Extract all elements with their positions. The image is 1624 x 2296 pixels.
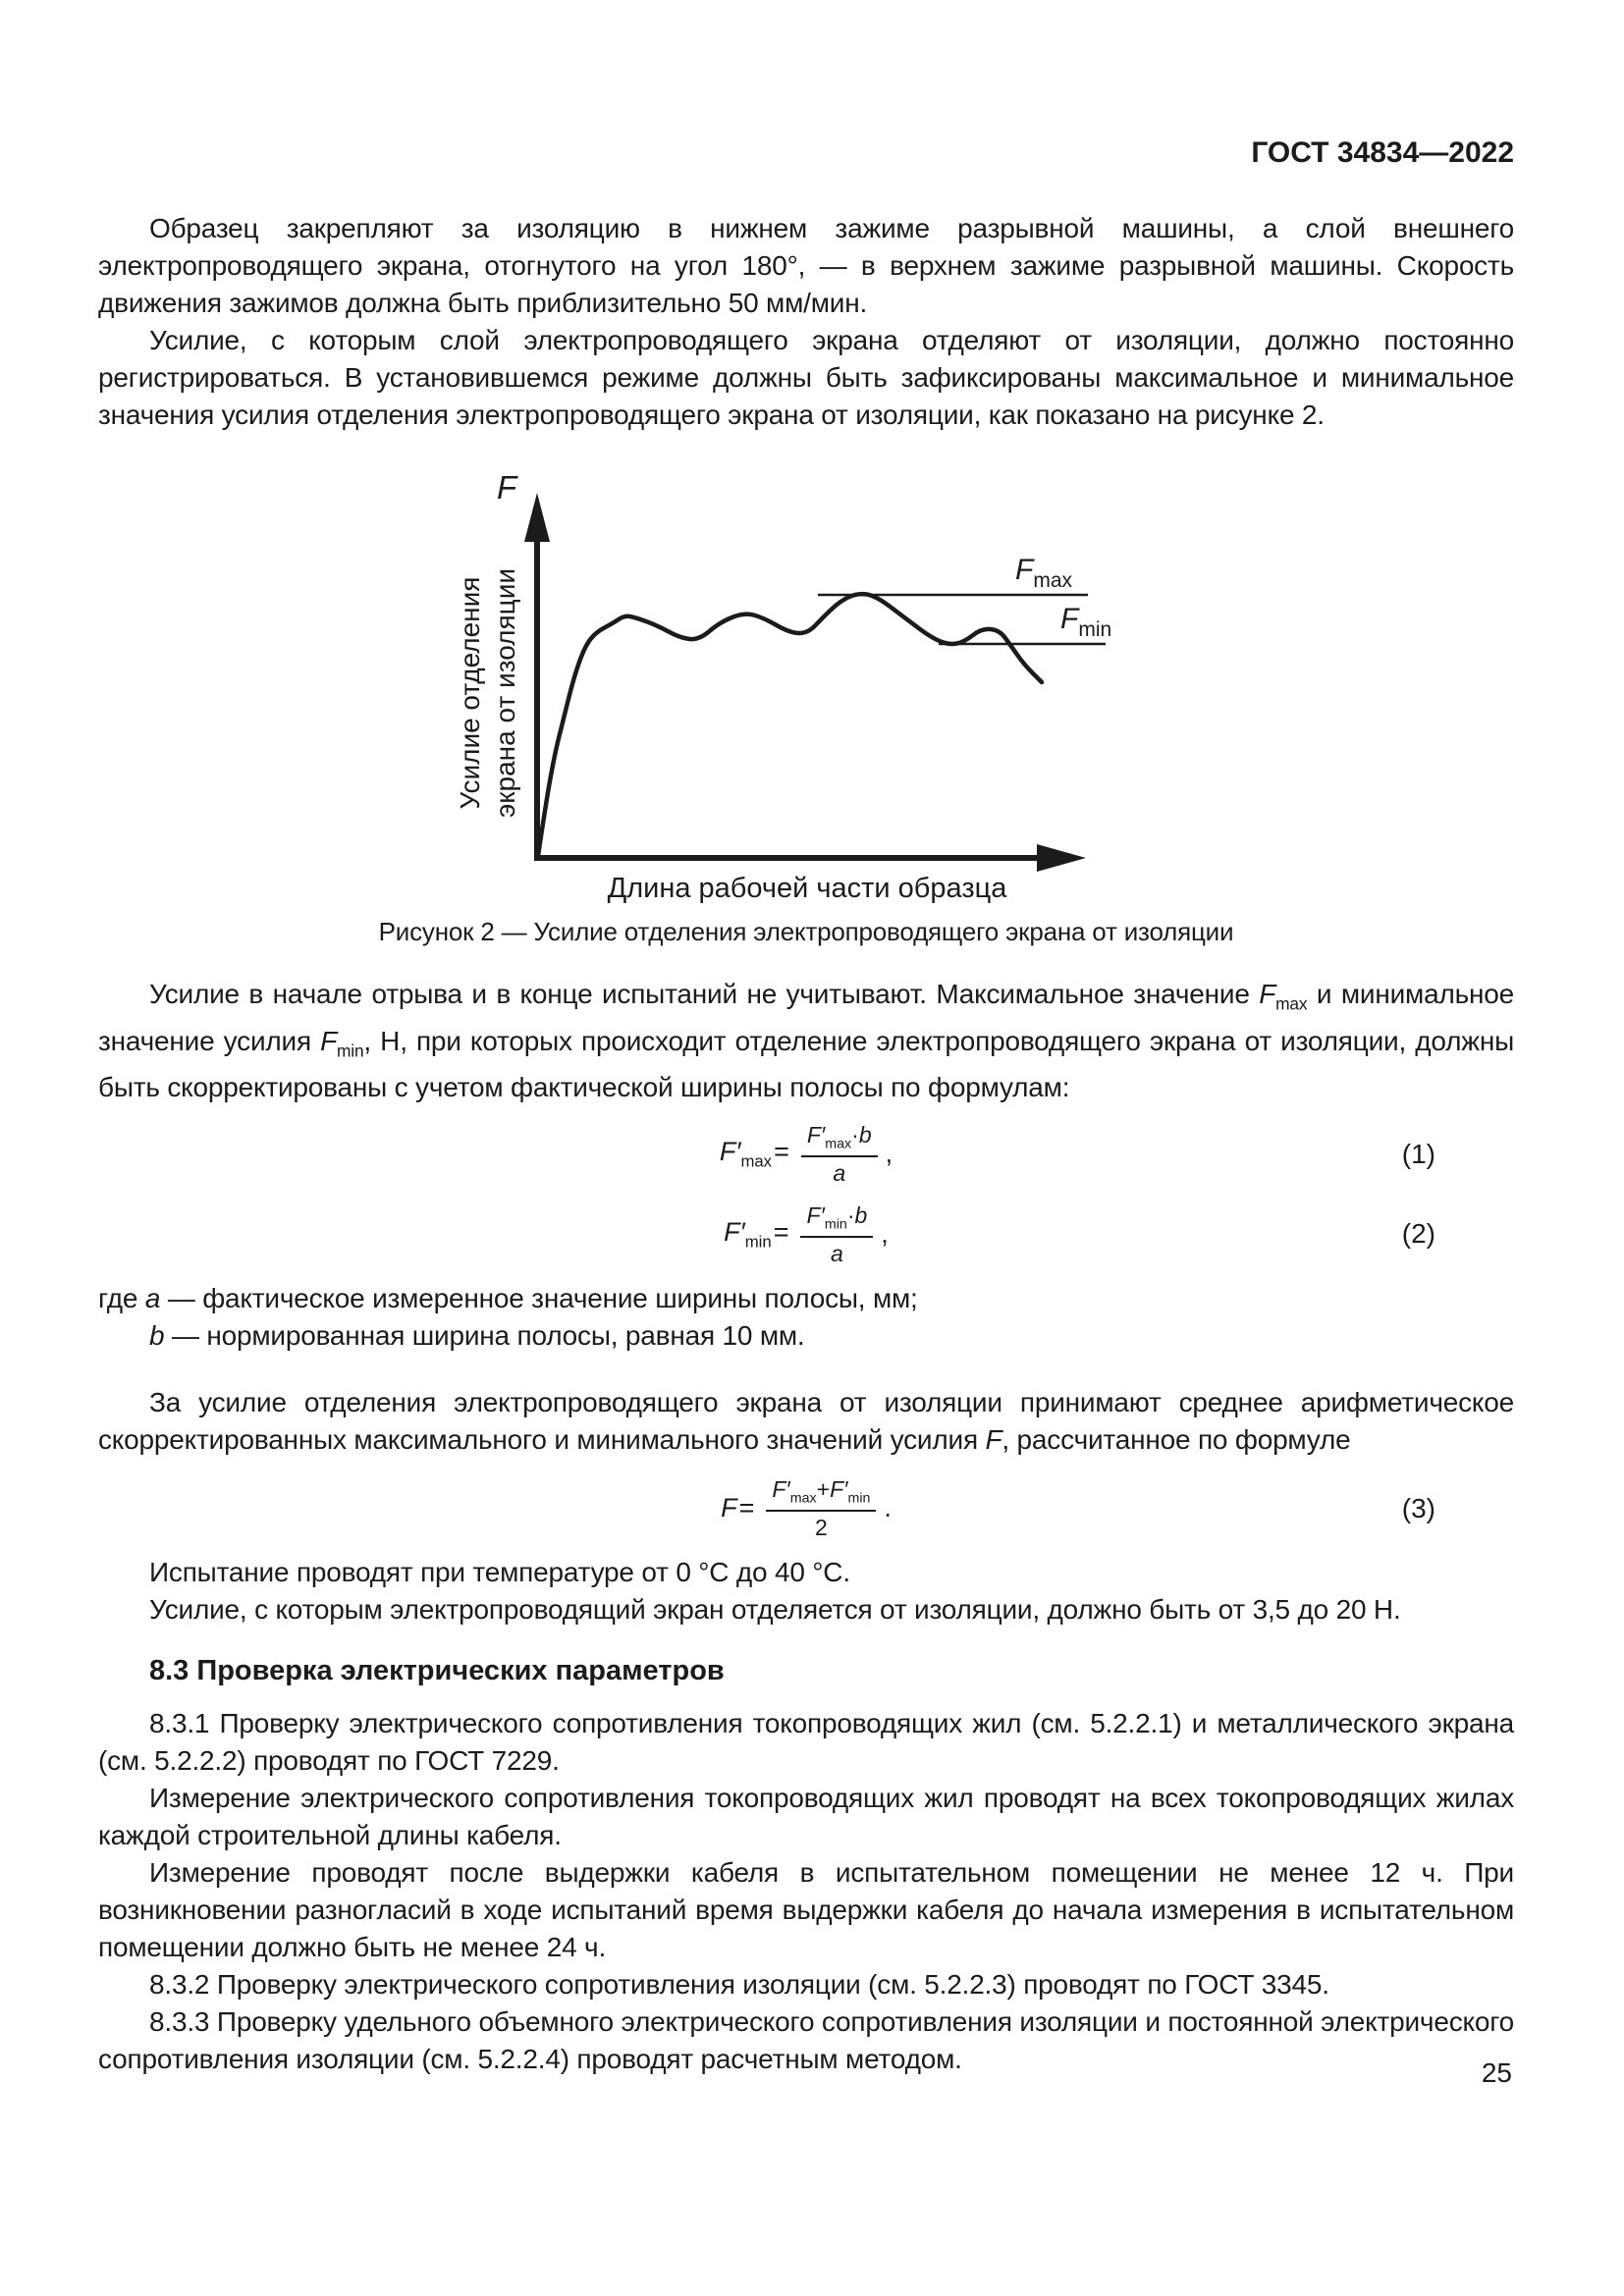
formula-1-number: (1) <box>1401 1138 1435 1169</box>
formula-1 <box>98 1122 1514 1186</box>
page-content <box>98 0 1514 2078</box>
paragraph-conditioning-time: Измерение проводят после выдержки кабеля в испытательном помещении не менее 12 ч. При возникновении разногласий в ходе испытаний время выдержки кабеля до начала измерения в испытательном помещении должно быть не менее 24 ч. <box>98 1857 1514 1963</box>
formula-3 <box>98 1476 1514 1540</box>
y-axis-label-line1: Усилие отделения <box>455 576 485 810</box>
formula-3-number: (3) <box>1401 1492 1435 1523</box>
y-axis-arrow-icon <box>524 493 550 542</box>
inline-fmax-subscript: max <box>1275 993 1308 1014</box>
formula-3-tail: . <box>884 1493 892 1523</box>
where-a-definition: где a — фактическое измеренное значение ширины полосы, мм; <box>98 1283 918 1314</box>
figure-curve <box>538 594 1042 856</box>
y-axis-label-line2: экрана от изоляции <box>490 568 520 818</box>
paragraph-conductor-resistance: Измерение электрического сопротивления токопроводящих жил проводят на всех токопроводящих жилах каждой строительной длины кабеля. <box>98 1783 1514 1851</box>
fmin-label: $F_{min}$ <box>1060 603 1112 641</box>
x-axis-label: Длина рабочей части образца <box>607 873 1007 904</box>
fmax-label: $F_{max}$ <box>1015 554 1073 592</box>
figure-2 <box>98 448 1514 909</box>
formula-2-number: (2) <box>1401 1218 1435 1250</box>
paragraph-text: , Н, при которых происходит отделение электропроводящего экрана от изоляции, должны быть скорректированы с учетом фактической ширины полосы по формулам: <box>98 1025 1515 1103</box>
formula-1-lhs: $F'_{max}=$ <box>719 1137 789 1171</box>
paragraph-text: Усилие в начале отрыва и в конце испытаний не учитывают. Максимальное значение <box>149 979 1260 1009</box>
paragraph-8-3-3: 8.3.3 Проверку удельного объемного электрического сопротивления изоляции и постоянной электрического сопротивления изоляции (см. 5.2.2.4) проводят расчетным методом. <box>98 2006 1514 2075</box>
paragraph-8-3-1: 8.3.1 Проверку электрического сопротивления токопроводящих жил (см. 5.2.2.1) и металлического экрана (см. 5.2.2.2) проводят по ГОСТ 7229. <box>98 1708 1514 1777</box>
paragraph-force-range: Усилие, с которым электропроводящий экран отделяется от изоляции, должно быть от 3,5 до 20 Н. <box>149 1594 1401 1626</box>
paragraph-average-force <box>98 1384 1514 1459</box>
where-b-definition: b — нормированная ширина полосы, равная 10 мм. <box>149 1320 805 1352</box>
paragraph-8-3-2: 8.3.2 Проверку электрического сопротивления изоляции (см. 5.2.2.3) проводят по ГОСТ 3345. <box>149 1969 1329 2001</box>
section-heading-8-3: 8.3 Проверка электрических параметров <box>149 1655 725 1687</box>
x-axis-arrow-icon <box>1037 844 1086 872</box>
inline-fmin-symbol: F <box>320 1025 338 1056</box>
formula-2-tail: , <box>881 1218 889 1249</box>
paragraph-text: За усилие отделения электропроводящего экрана от изоляции принимают среднее арифметическое скорректированных максимального и минимального значений усилия <box>98 1387 1514 1456</box>
inline-f-symbol: F <box>985 1424 1002 1456</box>
figure-2-plot <box>422 448 1129 909</box>
formula-1-fraction: $\frac{F'_{max}\cdot b}{a}$ <box>801 1122 878 1186</box>
inline-fmin-subscript: min <box>337 1041 364 1061</box>
formula-2-lhs: $F'_{min}=$ <box>724 1216 789 1252</box>
paragraph-force-recording: Усилие, с которым слой электропроводящего экрана отделяют от изоляции, должно постоянно регистрироваться. В установившемся режиме должны быть зафиксированы максимальное и минимальное значения усилия отделения электропроводящего экрана от изоляции, как показано на рисунке 2. <box>98 325 1514 430</box>
paragraph-text: и минимальное значение усилия <box>98 979 1514 1056</box>
where-definitions <box>98 1280 1514 1355</box>
paragraph-text: , рассчитанное по формуле <box>1001 1424 1351 1456</box>
paragraph-test-temperature: Испытание проводят при температуре от 0 °С до 40 °С. <box>149 1557 850 1588</box>
page-header-doc-code: ГОСТ 34834—2022 <box>1251 136 1514 169</box>
inline-fmax-symbol: F <box>1259 979 1276 1009</box>
paragraph-fmax-fmin-correction <box>98 976 1514 1106</box>
formula-3-lhs: F= <box>721 1493 755 1523</box>
page-number: 25 <box>1481 2057 1512 2088</box>
paragraph-sample-clamping: Образец закрепляют за изоляцию в нижнем зажиме разрывной машины, а слой внешнего электропроводящего экрана, отогнутого на угол 180°, — в верхнем зажиме разрывной машины. Скорость движения зажимов должна быть приблизительно 50 мм/мин. <box>98 213 1514 318</box>
formula-1-tail: , <box>885 1139 893 1169</box>
y-axis-title: F <box>497 469 517 506</box>
formula-3-fraction: $\frac{F'_{max}+F'_{min}}{2}$ <box>766 1476 876 1540</box>
formula-2 <box>98 1202 1514 1266</box>
formula-2-fraction: $\frac{F'_{min}\cdot b}{a}$ <box>800 1202 873 1266</box>
figure-2-caption: Рисунок 2 — Усилие отделения электропроводящего экрана от изоляции <box>378 917 1234 946</box>
